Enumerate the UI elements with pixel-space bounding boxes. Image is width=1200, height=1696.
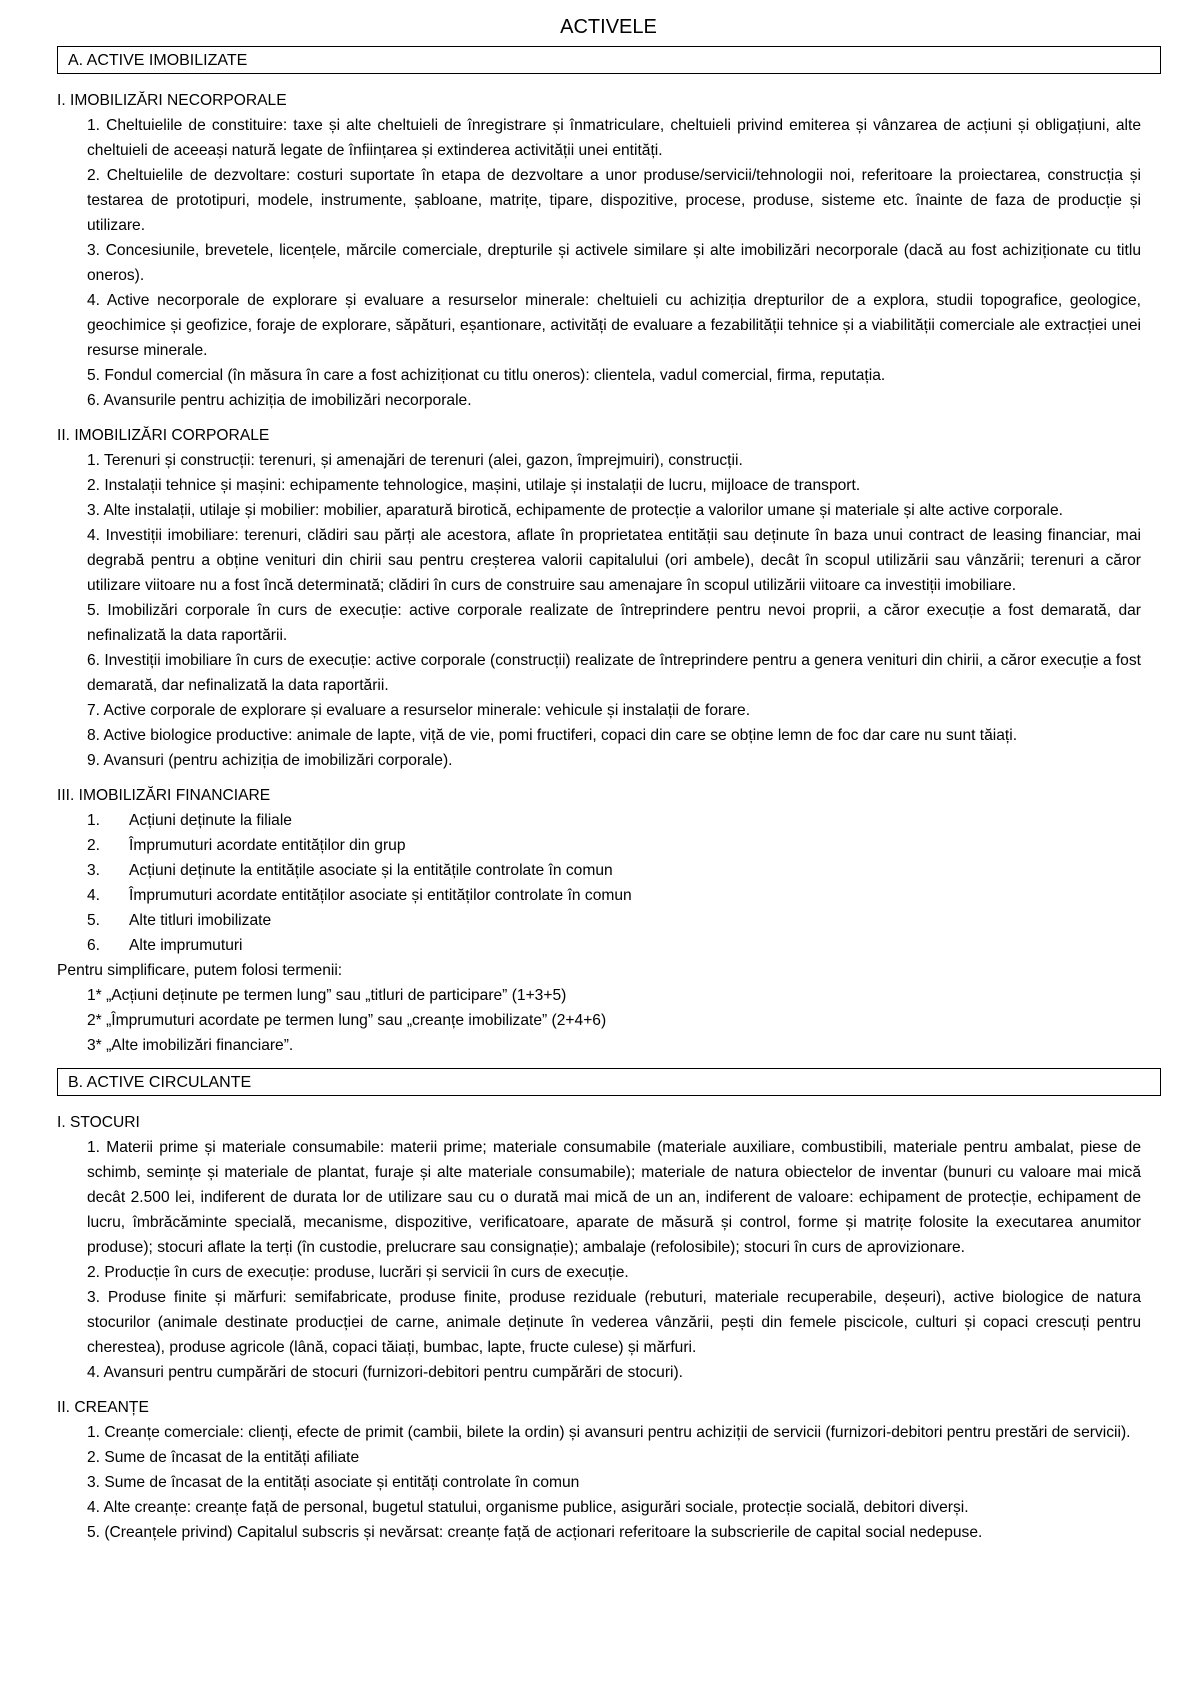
list-item: 9. Avansuri (pentru achiziția de imobilizări corporale). — [87, 752, 453, 769]
section-heading-b: B. ACTIVE CIRCULANTE — [57, 1068, 1161, 1096]
list-item: 1. Cheltuielile de constituire: taxe și alte cheltuieli de înregistrare și înmatriculare, cheltuieli privind emiterea și vânzarea de acțiuni și obligațiuni, alte cheltuieli de aceeași natură legate de înființarea și extinderea activității unei entități. — [87, 117, 1141, 159]
list-item — [57, 933, 1141, 958]
list-item: 2. Cheltuielile de dezvoltare: costuri suportate în etapa de dezvoltare a unor produse/servicii/tehnologii noi, referitoare la proiectarea, construcția și testarea de prototipuri, modele, instrumente, șabloane, matrițe, tipare, dispozitive, procese, produse, sisteme etc. înainte de faza de producție și utilizare. — [87, 167, 1141, 234]
group-title: II. CREANȚE — [57, 1399, 149, 1416]
list-item: 1. Materii prime și materiale consumabile: materii prime; materiale consumabile (materiale auxiliare, combustibili, materiale pentru ambalat, piese de schimb, semințe și materiale de plantat, furaje și alte materiale consumabile); materiale de natura obiectelor de inventar (bunuri cu valoare mai mică decât 2.500 lei, indiferent de durata lor de utilizare sau cu o durată mai mică de un an, indiferent de valoare: echipament de protecție, echipament de lucru, îmbrăcăminte specială, mecanisme, dispozitive, verificatoare, aparate de măsură și control, forme și matrițe folosite la executarea anumitor produse); stocuri aflate la terți (în custodie, prelucrare sau consignație); ambalaje (refolosibile); stocuri în curs de aprovizionare. — [87, 1139, 1141, 1256]
list-item — [57, 908, 1141, 933]
group-imobilizari-necorporale — [57, 88, 1160, 413]
list-item: 6. Avansurile pentru achiziția de imobilizări necorporale. — [87, 392, 472, 409]
list-item: 4. Active necorporale de explorare și evaluare a resurselor minerale: cheltuieli cu achiziția drepturilor de a explora, studii topografice, geologice, geochimice și geofizice, foraje de explorare, săpături, eșantionare, activități de evaluare a fezabilității tehnice și a viabilității comerciale ale extracției unei resurse minerale. — [87, 292, 1141, 359]
item-text: Împrumuturi acordate entităților asociate și entităților controlate în comun — [129, 887, 632, 904]
item-text: Alte imprumuturi — [129, 937, 243, 954]
group-title: III. IMOBILIZĂRI FINANCIARE — [57, 787, 271, 804]
item-text: Alte titluri imobilizate — [129, 912, 272, 929]
group-title: I. STOCURI — [57, 1114, 140, 1131]
section-heading-a: A. ACTIVE IMOBILIZATE — [57, 46, 1161, 74]
item-number: 5. — [87, 912, 101, 929]
list-item: 5. Imobilizări corporale în curs de execuție: active corporale realizate de întreprindere pentru nevoi proprii, a căror execuție a fost demarată, dar nefinalizată la data raportării. — [87, 602, 1141, 644]
group-stocuri — [57, 1110, 1160, 1385]
document-title: ACTIVELE — [560, 16, 657, 38]
list-item: 2. Sume de încasat de la entități afiliate — [87, 1449, 360, 1466]
list-item: 2. Producție în curs de execuție: produse, lucrări și servicii în curs de execuție. — [87, 1264, 629, 1281]
list-item: 3. Sume de încasat de la entități asociate și entități controlate în comun — [87, 1474, 580, 1491]
item-number: 3. — [87, 862, 101, 879]
list-item: 8. Active biologice productive: animale de lapte, viță de vie, pomi fructiferi, copaci din care se obține lemn de foc dar care nu sunt tăiați. — [87, 727, 1018, 744]
simplification-note: Pentru simplificare, putem folosi termenii: — [57, 962, 343, 979]
list-item: 3. Concesiunile, brevetele, licențele, mărcile comerciale, drepturile și activele similare și alte imobilizări necorporale (dacă au fost achiziționate cu titlu oneros). — [87, 242, 1141, 284]
list-item — [57, 833, 1141, 858]
item-number: 6. — [87, 937, 101, 954]
group-imobilizari-financiare — [57, 783, 1160, 1058]
note-item: 2* „Împrumuturi acordate pe termen lung” sau „creanțe imobilizate” (2+4+6) — [87, 1012, 607, 1029]
item-text: Împrumuturi acordate entităților din grup — [129, 837, 406, 854]
list-item — [57, 883, 1141, 908]
list-item: 4. Avansuri pentru cumpărări de stocuri (furnizori-debitori pentru cumpărări de stocuri). — [87, 1364, 684, 1381]
list-item: 2. Instalații tehnice și mașini: echipamente tehnologice, mașini, utilaje și instalații de lucru, mijloace de transport. — [87, 477, 861, 494]
list-item: 4. Investiții imobiliare: terenuri, clădiri sau părți ale acestora, aflate în proprietatea entității sau deținute în baza unui contract de leasing financiar, mai degrabă pentru a obține venituri din chirii sau pentru creșterea valorii capitalului (ori ambele), decât în scopul utilizării sau vânzării; terenuri a căror utilizare viitoare nu a fost încă determinată; clădiri în curs de construire sau amenajare în scopul utilizării viitoare ca investiții imobiliare. — [87, 527, 1141, 594]
item-number: 2. — [87, 837, 101, 854]
list-item — [57, 808, 1141, 833]
list-item — [57, 858, 1141, 883]
item-number: 1. — [87, 812, 101, 829]
group-title: I. IMOBILIZĂRI NECORPORALE — [57, 92, 287, 109]
item-number: 4. — [87, 887, 101, 904]
list-item: 1. Terenuri și construcții: terenuri, și amenajări de terenuri (alei, gazon, împrejmuiri), construcții. — [87, 452, 743, 469]
note-item: 3* „Alte imobilizări financiare”. — [87, 1037, 294, 1054]
list-item: 3. Alte instalații, utilaje și mobilier: mobilier, aparatură birotică, echipamente de protecție a valorilor umane și materiale și alte active corporale. — [87, 502, 1063, 519]
note-item: 1* „Acțiuni deținute pe termen lung” sau „titluri de participare” (1+3+5) — [87, 987, 567, 1004]
list-item: 7. Active corporale de explorare și evaluare a resurselor minerale: vehicule și instalații de forare. — [87, 702, 751, 719]
item-text: Acțiuni deținute la filiale — [129, 812, 292, 829]
list-item: 3. Produse finite și mărfuri: semifabricate, produse finite, produse reziduale (rebuturi, materiale recuperabile, deșeuri), active biologice de natura stocurilor (animale destinate producției de carne, animale deținute în vederea vânzării, pești din femele piscicole, culturi și copaci crescuți pentru cherestea), produse agricole (lână, copaci tăiați, bumbac, lapte, fructe culese) și mărfuri. — [87, 1289, 1141, 1356]
item-text: Acțiuni deținute la entitățile asociate și la entitățile controlate în comun — [129, 862, 613, 879]
group-creante — [57, 1395, 1160, 1545]
list-item: 5. Fondul comercial (în măsura în care a fost achiziționat cu titlu oneros): clientela, vadul comercial, firma, reputația. — [87, 367, 886, 384]
list-item: 4. Alte creanțe: creanțe față de personal, bugetul statului, organisme publice, asigurări sociale, protecție socială, debitori diverși. — [87, 1499, 969, 1516]
list-item: 5. (Creanțele privind) Capitalul subscris și nevărsat: creanțe față de acționari referitoare la subscrierile de capital social nedepuse. — [87, 1524, 983, 1541]
list-item: 6. Investiții imobiliare în curs de execuție: active corporale (construcții) realizate de întreprindere pentru a genera venituri din chirii, a căror execuție a fost demarată, dar nefinalizată la data raportării. — [87, 652, 1141, 694]
list-item: 1. Creanțe comerciale: clienți, efecte de primit (cambii, bilete la ordin) și avansuri pentru achiziții de servicii (furnizori-debitori pentru prestări de servicii). — [87, 1424, 1131, 1441]
group-imobilizari-corporale — [57, 423, 1160, 773]
group-title: II. IMOBILIZĂRI CORPORALE — [57, 427, 270, 444]
